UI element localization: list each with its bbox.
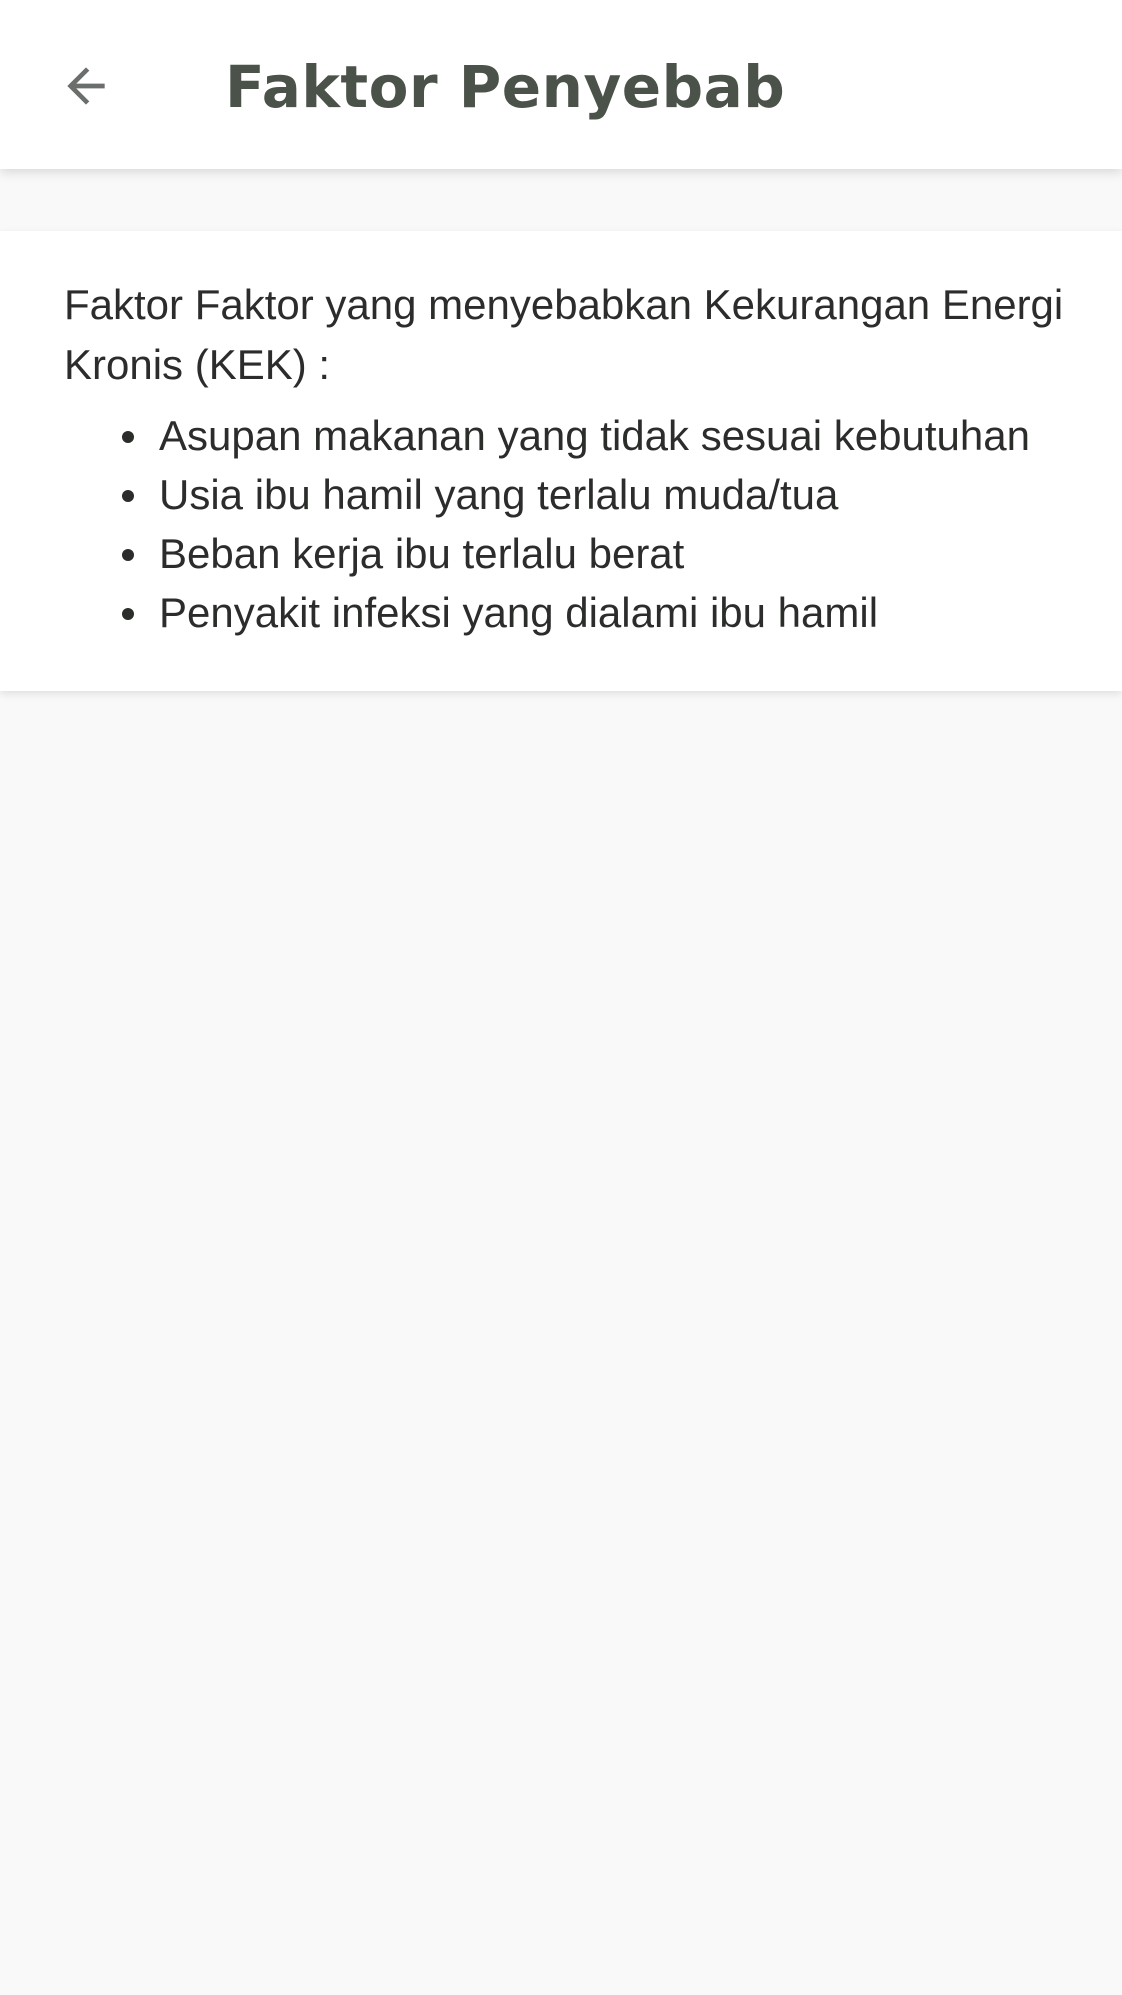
factor-list — [64, 406, 1030, 642]
list-item — [159, 406, 1030, 465]
arrow-left-icon — [58, 58, 114, 114]
list-item — [159, 524, 1030, 583]
bullet-icon — [122, 608, 134, 620]
bullet-icon — [122, 431, 134, 443]
page-title: Faktor Penyebab — [225, 53, 786, 121]
content-card — [0, 231, 1122, 691]
list-item — [159, 465, 1030, 524]
bullet-icon — [122, 490, 134, 502]
factor-text: Usia ibu hamil yang terlalu muda/tua — [159, 471, 839, 518]
app-bar — [0, 0, 1122, 169]
factor-text: Beban kerja ibu terlalu berat — [159, 530, 685, 577]
intro-text: Faktor Faktor yang menyebabkan Kekurangan Energi Kronis (KEK) : — [64, 281, 1064, 388]
factor-text: Penyakit infeksi yang dialami ibu hamil — [159, 589, 879, 636]
list-item — [159, 583, 1030, 642]
factor-text: Asupan makanan yang tidak sesuai kebutuhan — [159, 412, 1030, 459]
back-button[interactable] — [40, 44, 132, 128]
bullet-icon — [122, 549, 134, 561]
